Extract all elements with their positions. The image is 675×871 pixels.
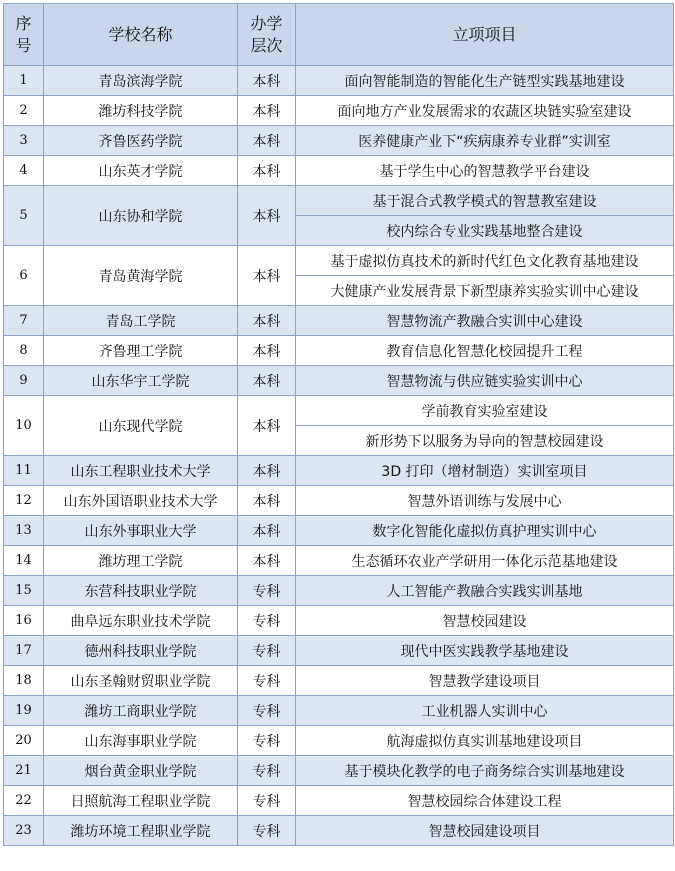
project-name: 人工智能产教融合实践实训基地 [296,576,674,606]
school-level: 本科 [238,336,296,366]
table-row [4,456,674,486]
project-name: 航海虚拟仿真实训基地建设项目 [296,726,674,756]
school-level: 专科 [238,576,296,606]
table-row [4,606,674,636]
row-number: 21 [4,756,44,786]
table-row [4,306,674,336]
row-number: 9 [4,366,44,396]
row-number: 2 [4,96,44,126]
school-name: 青岛黄海学院 [44,246,238,306]
header-row [4,4,674,66]
school-level: 专科 [238,636,296,666]
school-level: 本科 [238,456,296,486]
table-row [4,366,674,396]
school-name: 山东海事职业学院 [44,726,238,756]
school-level: 本科 [238,186,296,246]
school-name: 山东工程职业技术大学 [44,456,238,486]
table-row [4,486,674,516]
row-number: 17 [4,636,44,666]
school-name: 山东圣翰财贸职业学院 [44,666,238,696]
school-level: 专科 [238,606,296,636]
project-name: 教育信息化智慧化校园提升工程 [296,336,674,366]
table-row [4,96,674,126]
row-number: 1 [4,66,44,96]
project-name: 基于虚拟仿真技术的新时代红色文化教育基地建设 [296,246,674,276]
row-number: 14 [4,546,44,576]
table-row [4,66,674,96]
table-row [4,156,674,186]
table-row [4,816,674,846]
table-row [4,726,674,756]
table-row [4,516,674,546]
header-level: 办学 层次 [238,4,296,66]
row-number: 6 [4,246,44,306]
table-row [4,336,674,366]
school-level: 本科 [238,486,296,516]
project-name: 生态循环农业产学研用一体化示范基地建设 [296,546,674,576]
school-level: 本科 [238,396,296,456]
school-name: 烟台黄金职业学院 [44,756,238,786]
project-name: 智慧校园建设 [296,606,674,636]
school-level: 本科 [238,126,296,156]
row-number: 10 [4,396,44,456]
table-row [4,396,674,426]
table-body [4,66,674,846]
school-name: 齐鲁医药学院 [44,126,238,156]
project-name: 新形势下以服务为导向的智慧校园建设 [296,426,674,456]
school-level: 专科 [238,756,296,786]
project-name: 学前教育实验室建设 [296,396,674,426]
row-number: 12 [4,486,44,516]
school-level: 本科 [238,156,296,186]
row-number: 8 [4,336,44,366]
school-name: 山东英才学院 [44,156,238,186]
school-name: 潍坊科技学院 [44,96,238,126]
row-number: 22 [4,786,44,816]
school-level: 本科 [238,96,296,126]
table-row [4,756,674,786]
project-name: 智慧校园建设项目 [296,816,674,846]
row-number: 4 [4,156,44,186]
project-name: 3D 打印（增材制造）实训室项目 [296,456,674,486]
project-name: 现代中医实践教学基地建设 [296,636,674,666]
row-number: 18 [4,666,44,696]
school-name: 山东外事职业大学 [44,516,238,546]
school-level: 专科 [238,666,296,696]
school-level: 专科 [238,696,296,726]
school-level: 专科 [238,816,296,846]
school-name: 山东协和学院 [44,186,238,246]
project-name: 面向智能制造的智能化生产链型实践基地建设 [296,66,674,96]
table-row [4,546,674,576]
row-number: 20 [4,726,44,756]
school-level: 本科 [238,246,296,306]
project-name: 基于学生中心的智慧教学平台建设 [296,156,674,186]
row-number: 15 [4,576,44,606]
header-school: 学校名称 [44,4,238,66]
project-name: 基于混合式教学模式的智慧教室建设 [296,186,674,216]
school-name: 德州科技职业学院 [44,636,238,666]
project-name: 智慧外语训练与发展中心 [296,486,674,516]
project-name: 智慧物流产教融合实训中心建设 [296,306,674,336]
row-number: 13 [4,516,44,546]
school-name: 潍坊工商职业学院 [44,696,238,726]
school-level: 专科 [238,786,296,816]
row-number: 7 [4,306,44,336]
table-row [4,186,674,216]
school-name: 山东现代学院 [44,396,238,456]
project-name: 医养健康产业下“疾病康养专业群”实训室 [296,126,674,156]
header-project: 立项项目 [296,4,674,66]
table-row [4,576,674,606]
school-name: 山东华宇工学院 [44,366,238,396]
project-name: 数字化智能化虚拟仿真护理实训中心 [296,516,674,546]
header-seq: 序 号 [4,4,44,66]
school-level: 本科 [238,306,296,336]
project-name: 工业机器人实训中心 [296,696,674,726]
table-row [4,246,674,276]
school-level: 本科 [238,516,296,546]
project-name: 智慧教学建设项目 [296,666,674,696]
row-number: 16 [4,606,44,636]
row-number: 11 [4,456,44,486]
table-row [4,786,674,816]
project-name: 智慧校园综合体建设工程 [296,786,674,816]
school-name: 潍坊理工学院 [44,546,238,576]
table-row [4,696,674,726]
table-row [4,666,674,696]
row-number: 23 [4,816,44,846]
row-number: 5 [4,186,44,246]
project-name: 智慧物流与供应链实验实训中心 [296,366,674,396]
school-level: 专科 [238,726,296,756]
project-name: 大健康产业发展背景下新型康养实验实训中心建设 [296,276,674,306]
school-name: 齐鲁理工学院 [44,336,238,366]
table-row [4,636,674,666]
school-level: 本科 [238,546,296,576]
row-number: 19 [4,696,44,726]
school-name: 山东外国语职业技术大学 [44,486,238,516]
project-name: 校内综合专业实践基地整合建设 [296,216,674,246]
school-name: 日照航海工程职业学院 [44,786,238,816]
school-level: 本科 [238,366,296,396]
school-name: 青岛工学院 [44,306,238,336]
project-table [3,3,674,846]
row-number: 3 [4,126,44,156]
school-name: 曲阜远东职业技术学院 [44,606,238,636]
school-name: 东营科技职业学院 [44,576,238,606]
table-row [4,126,674,156]
school-name: 潍坊环境工程职业学院 [44,816,238,846]
school-name: 青岛滨海学院 [44,66,238,96]
project-name: 基于模块化教学的电子商务综合实训基地建设 [296,756,674,786]
project-name: 面向地方产业发展需求的农蔬区块链实验室建设 [296,96,674,126]
school-level: 本科 [238,66,296,96]
